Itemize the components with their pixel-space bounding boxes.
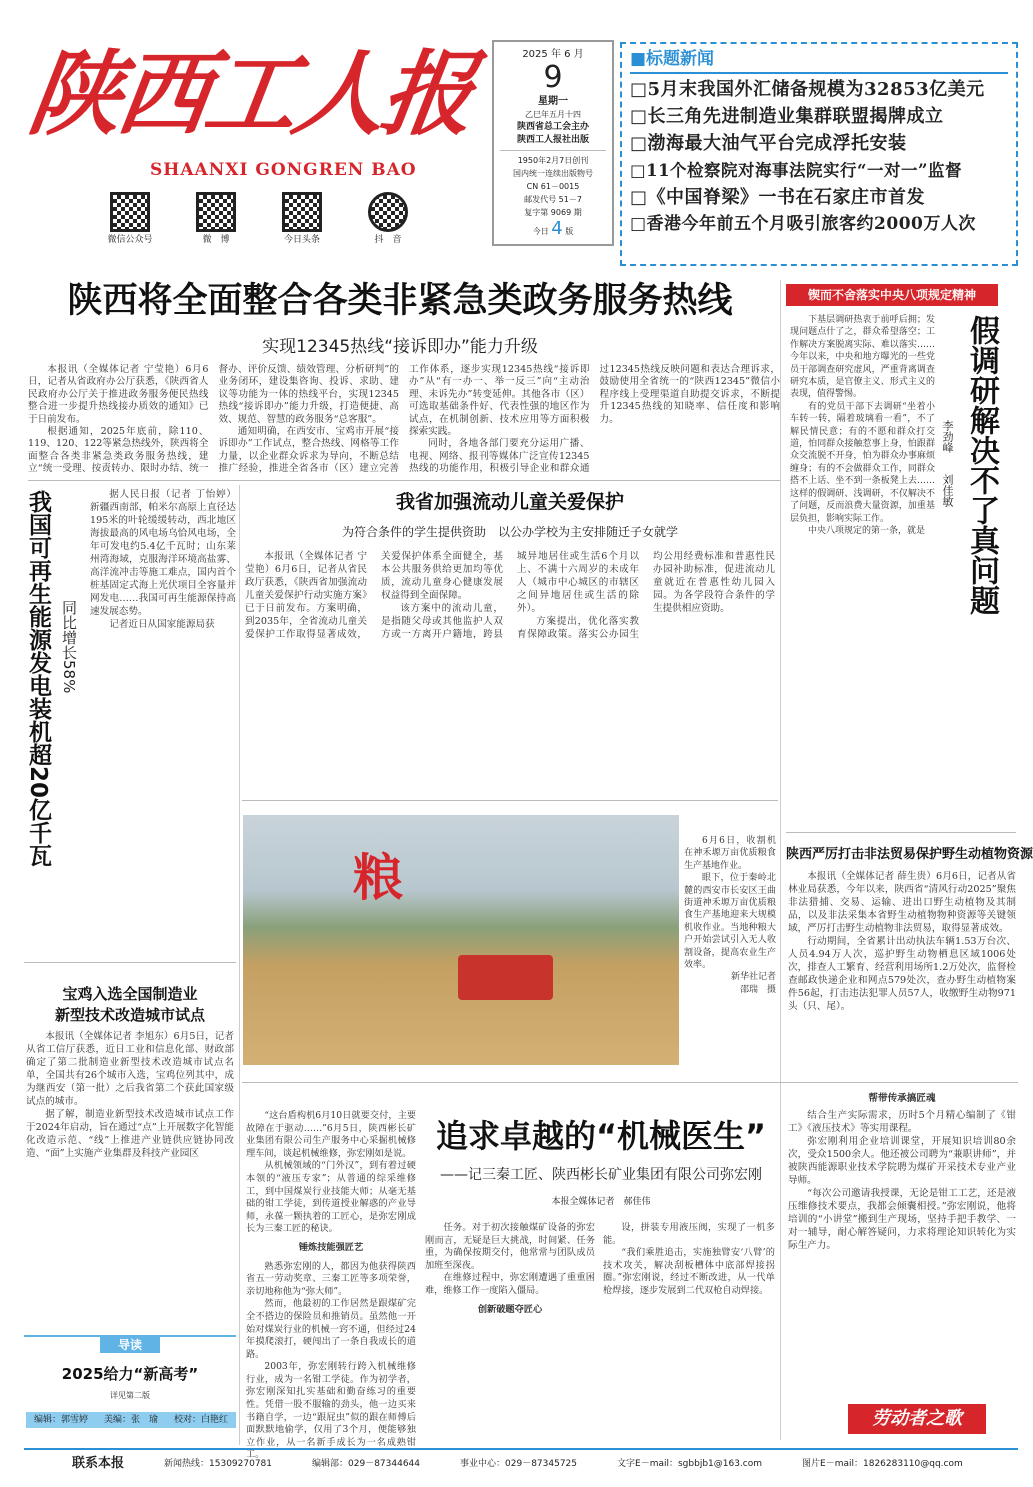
children-body bbox=[245, 550, 775, 770]
harvest-photo bbox=[243, 815, 679, 1065]
paragraph: 本报讯（全媒体记者 宁莹艳）6月6日，记者从省民政厅获悉，《陕西省加强流动儿童关爱保护行动实施方案》已于日前发布。方案明确，到2035年，全省流动儿童关爱保护工作取得显著成效，关爱保护体系全面健全，基本公共服务供给更加均等优质，流动儿童身心健康发展权益得到全面保障。 bbox=[245, 551, 503, 640]
photo-credit: 新华社记者 bbox=[730, 972, 776, 983]
paragraph: 中央八项规定的第一条，就是 bbox=[808, 525, 926, 536]
publisher: 陕西工人报社出版 bbox=[516, 135, 589, 145]
photo-email[interactable]: 图片E－mail：1826283110@qq.com bbox=[802, 1459, 963, 1469]
lead-body bbox=[28, 364, 780, 478]
editor-name: 编辑：郭雪婷 bbox=[33, 1415, 88, 1425]
wildlife-body bbox=[788, 870, 1016, 1070]
guide-box[interactable] bbox=[24, 1335, 236, 1401]
children-title: 我省加强流动儿童关爱保护 bbox=[395, 491, 624, 513]
column-divider bbox=[780, 280, 781, 1440]
renewable-body bbox=[90, 488, 236, 728]
headline-item[interactable]: □渤海最大油气平台完成浮托安装 bbox=[630, 133, 907, 154]
paragraph: 熟悉弥宏刚的人，都因为他获得陕西省五一劳动奖章、三秦工匠等多项荣誉，亲切地称他为“弥大师”。 bbox=[246, 1260, 416, 1297]
lunar-date: 乙巳年五月十四 bbox=[525, 110, 581, 119]
photo-sign: 粮 bbox=[353, 848, 403, 907]
qr-label: 微信公众号 bbox=[107, 235, 153, 245]
postcode: 邮发代号 51－7 bbox=[524, 195, 582, 204]
lead-headline: 陕西将全面整合各类非紧急类政务服务热线 bbox=[67, 281, 733, 321]
paragraph: 结合生产实际需求，历时5个月精心编制了《钳工》《液压技术》等实用课程。 bbox=[788, 1110, 1016, 1134]
editor-bar bbox=[26, 1412, 236, 1428]
paragraph: 弥宏刚利用企业培训课堂，开展知识培训80余次，受众1500余人。他还被公司聘为“兼职讲师”，并被陕西能源职业技术学院聘为煤矿开采技术专业产业导师。 bbox=[788, 1136, 1016, 1186]
feature-byline: 本报全媒体记者 郝佳伟 bbox=[551, 1197, 651, 1207]
qr-code-icon bbox=[282, 192, 322, 232]
paragraph: 该方案中的流动儿童，是指随父母或其他监护人双方或一方离开户籍地，跨县城异地居住或生活6个月以上、不满十六周岁的未成年人（城市中心城区的市辖区之间异地居住或生活的除外）。 bbox=[381, 551, 639, 640]
commentary-author: 李劲峰 bbox=[941, 420, 954, 453]
cn-number: CN 61－0015 bbox=[526, 182, 580, 191]
qr-douyin[interactable] bbox=[358, 192, 418, 245]
feature-right-body bbox=[603, 1222, 775, 1440]
section-heading: 帮带传承搞匠魂 bbox=[868, 1093, 936, 1104]
paragraph: 2003年，弥宏刚转行跨入机械维修行业，成为一名钳工学徒。作为初学者，弥宏刚深知扎实基础和勤奋练习的重要性。凭借一股不服输的劲头，他一边买来书籍自学，一边“跟屁虫”似的跟在师傅后面默默地偷学，仅用了3个月，便能够独立作业，从一名新手成长为一名成熟钳工。 bbox=[246, 1361, 416, 1461]
news-hotline: 新闻热线：15309270781 bbox=[164, 1459, 273, 1469]
paragraph: 根据通知，2025年底前，除110、119、120、122等紧急热线外，陕西将全面整合各类非紧急类政务服务热线，建立“统一受理、按责转办、限时办结、统一督办、评价反馈、绩效管理、分析研判”的业务闭环，建设集咨询、投诉、求助、建议等功能为一体的热线平台，实现12345热线“接诉即办”能力升级，打造便捷、高效、规范、智慧的政务服务“总客服”。 bbox=[28, 364, 399, 475]
section-banner: 锲而不舍落实中央八项规定精神 bbox=[786, 284, 998, 306]
commentary-author: 刘佳敏 bbox=[941, 474, 954, 507]
paragraph: 通知明确，在西安市、宝鸡市开展“接诉即办”工作试点，整合热线、网格等工作力量，以企业群众诉求为导向，不断总结推广经验，推进全省各市（区）建立完善工作体系，逐步实现12345热线“接诉即办”从“有一办一、举一反三”向“主动治理、未诉先办”转变延伸。其他各市（区）可选取基础条件好、代表性强的地区作为试点，在机制创新、技术应用等方面积极探索实践。 bbox=[218, 364, 590, 475]
headline-item[interactable]: □香港今年前五个月吸引旅客约2000万人次 bbox=[630, 214, 976, 234]
paragraph: 本报讯（全媒体记者 薛生贵）6月6日，记者从省林业局获悉，今年以来，陕西省“清风行动2025”聚焦非法猎捕、交易、运输、进出口野生动植物及其制品，以及非法采集本省野生动植物物种资源等关键领域，严厉打击野生动植物非法贸易，取得显著成效。 bbox=[788, 871, 1016, 934]
founded: 1950年2月7日创刊 bbox=[500, 150, 606, 167]
column-divider bbox=[239, 485, 240, 1445]
headline-item[interactable]: □《中国脊梁》一书在石家庄市首发 bbox=[630, 187, 926, 208]
paragraph: 6月6日，收割机在神禾塬万亩优质粮食生产基地作业。 bbox=[684, 836, 776, 871]
designer-name: 美编：张 瑜 bbox=[103, 1415, 158, 1425]
qr-toutiao[interactable] bbox=[272, 192, 332, 245]
editorial-phone: 编辑部：029－87344644 bbox=[312, 1459, 421, 1469]
paragraph: “这台盾构机6月10日就要交付，主要故障在于驱动……”6月5日，陕西彬长矿业集团有限公司生产服务中心采掘机械修理车间，谈起机械维修，弥宏刚如是说。 bbox=[246, 1110, 416, 1159]
headline-news-box bbox=[620, 42, 1018, 266]
feature-far-body bbox=[788, 1092, 1016, 1392]
commentary-title: 假调研解决不了真问题 bbox=[964, 315, 999, 615]
feature-mid-body bbox=[425, 1222, 595, 1440]
lead-subtitle: 实现12345热线“接诉即办”能力升级 bbox=[262, 337, 538, 357]
column-badge: 劳动者之歌 bbox=[848, 1404, 986, 1434]
feature-title: 追求卓越的“机械医生” bbox=[435, 1117, 767, 1155]
headline-item[interactable]: □长三角先进制造业集群联盟揭牌成立 bbox=[630, 106, 944, 127]
divider bbox=[786, 832, 1016, 833]
paragraph: 在维修过程中，弥宏刚遭遇了重重困难，维修工作一度陷入僵局。 bbox=[425, 1272, 595, 1296]
guide-title: 2025给力“新高考” bbox=[61, 1365, 199, 1383]
qr-codes bbox=[100, 192, 418, 245]
baoji-body bbox=[26, 1030, 234, 1320]
photo-credit: 邵瑞 摄 bbox=[739, 984, 776, 995]
paragraph: 设，拼装专用液压阀，实现了一机多能。 bbox=[603, 1222, 775, 1246]
year-month: 2025 年 6 月 bbox=[522, 49, 584, 60]
day: 9 bbox=[543, 60, 563, 95]
proofreader-name: 校对：白艳红 bbox=[173, 1415, 228, 1425]
qr-code-icon bbox=[110, 192, 150, 232]
commentary-body-top bbox=[790, 314, 935, 534]
footer bbox=[24, 1448, 1018, 1478]
guide-see-page: 详见第二版 bbox=[110, 1391, 150, 1400]
headline-news-title: ■标题新闻 bbox=[630, 48, 1008, 74]
qr-code-icon bbox=[368, 192, 408, 232]
divider bbox=[242, 1082, 1018, 1083]
paragraph: “每次公司邀请我授课，无论是钳工工艺，还是液压维修技术要点，我都会倾囊相授。”弥宏刚说，他将培训的“小讲堂”搬到生产现场，坚持手把手教学、一对一辅导，耐心解答疑问，力求将理论知识转化为实际生产力。 bbox=[788, 1188, 1016, 1251]
pages-prefix: 今日 bbox=[532, 227, 549, 236]
title-line: 宝鸡入选全国制造业 bbox=[62, 985, 198, 1003]
paragraph: 从机械领域的“门外汉”，到有着过硬本领的“液压专家”；从普通的综采维修工，到中国煤炭行业技能大师；从毫无基础的钳工学徒，到传道授业解惑的产业导师，永葆一颗执着的工匠心，是弥宏刚成长为三秦工匠的秘诀。 bbox=[246, 1160, 416, 1235]
pages-suffix: 版 bbox=[565, 227, 574, 236]
section-heading: 创新破题夺匠心 bbox=[477, 1303, 543, 1315]
feature-left-body bbox=[246, 1110, 416, 1461]
divider bbox=[242, 800, 778, 801]
feature-subtitle: ——记三秦工匠、陕西彬长矿业集团有限公司弥宏刚 bbox=[440, 1167, 762, 1183]
paragraph: 本报讯（全媒体记者 宁莹艳）6月6日，记者从省政府办公厅获悉，《陕西省人民政府办公厅关于推进政务服务便民热线整合进一步提升热线接办质效的通知》已于日前发布。 bbox=[28, 364, 209, 425]
wildlife-title: 陕西严厉打击非法贸易保护野生动植物资源 bbox=[786, 847, 1033, 862]
qr-label: 微 博 bbox=[202, 235, 230, 245]
newspaper-logo: 陕西工人报 bbox=[22, 40, 478, 148]
sponsor: 陕西省总工会主办 bbox=[516, 122, 589, 132]
logo-english: SHAANXI GONGREN BAO bbox=[150, 160, 417, 180]
guide-label: 导读 bbox=[100, 1337, 160, 1353]
qr-weibo[interactable] bbox=[186, 192, 246, 245]
page-count: 4 bbox=[551, 218, 563, 239]
qr-code-icon bbox=[196, 192, 236, 232]
paragraph: 记者近日从国家能源局获 bbox=[109, 619, 215, 630]
headline-item[interactable]: □5月末我国外汇储备规模为32853亿美元 bbox=[630, 79, 985, 100]
paragraph: 方案提出，优化落实教育保障政策。落实公办园生均公用经费标准和普惠性民办园补助标准，促进流动儿童就近在普惠性幼儿园入园。为各学段符合条件的学生提供相应资助。 bbox=[517, 551, 775, 640]
renewable-title: 我国可再生能源发电装机超20亿千瓦 bbox=[25, 490, 51, 868]
paragraph: 有的党员干部下去调研“坐着小车转一转，隔着玻璃看一看”，不了解民情民意；有的不愿和群众打交道，怕同群众接触惹事上身，怕跟群众交流脱不开身，怕为群众办事麻烦缠身；有的不会做群众工作，同群众搭不上话、坐不到一条板凳上去……这样的假调研、浅调研，不仅解决不了问题，反而浪费大量资源，加重基层负担，影响实际工作。 bbox=[790, 401, 935, 524]
children-subtitle: 为符合条件的学生提供资助 以公办学校为主安排随迁子女就学 bbox=[341, 525, 678, 539]
paragraph: 行动期间，全省累计出动执法车辆1.53万台次、人员4.94万人次，巡护野生动物栖息区域1006处次，排查人工繁育、经营利用场所1.2万处次，监督检查邮政快递企业和网点579处次，查办野生动植物案件56起，打击违法犯罪人员57人，收缴野生动物971头（只、尾）。 bbox=[788, 936, 1016, 1012]
paragraph: 任务。对于初次接触煤矿设备的弥宏刚而言，无疑是巨大挑战，时间紧、任务重，为确保按期交付，他常常与团队成员加班至深夜。 bbox=[425, 1222, 595, 1271]
title-line: 新型技术改造城市试点 bbox=[54, 1006, 205, 1024]
paragraph: 下基层调研热衷于前呼后拥；发现问题点什了之，群众希望落空；工作解决方案脱离实际、难以落实……今年以来，中央和地方曝光的一些党员干部调查研究虚风，严重背离调查研究本质，是官僚主义、形式主义的表现，值得警惕。 bbox=[790, 315, 935, 400]
serial-label: 国内统一连续出版物号 bbox=[513, 169, 593, 178]
baoji-title bbox=[24, 984, 236, 1026]
section-heading: 锤炼技能强匠艺 bbox=[298, 1241, 364, 1253]
text-email[interactable]: 文字E－mail：sgbbjb1@163.com bbox=[617, 1459, 763, 1469]
qr-label: 今日头条 bbox=[283, 235, 320, 245]
date-box bbox=[492, 40, 614, 246]
footer-label: 联系本报 bbox=[72, 1456, 125, 1471]
paragraph: 眼下，位于秦岭北麓的西安市长安区王曲街道神禾塬万亩优质粮食生产基地迎来大规模机收作业。当地种粮大户开始尝试引入无人收割设备，提高农业生产效率。 bbox=[684, 873, 776, 971]
weekday: 星期一 bbox=[538, 96, 568, 107]
issue-number: 复字第 9069 期 bbox=[524, 208, 582, 217]
divider bbox=[24, 962, 236, 963]
paragraph: “我们乘胜追击，实施独臂安‘八臂’的技术攻关，解决刮板槽体中底部焊接拐圈。”弥宏刚说，经过不断改进，从一代单枪焊接，逐步发展到二代双枪自动焊接。 bbox=[603, 1247, 775, 1296]
paragraph: 本报讯（全媒体记者 李旭东）6月5日，记者从省工信厅获悉，近日工业和信息化部、财政部确定了第二批制造业新型技术改造城市试点名单，全国共有26个城市入选，宝鸡位列其中，成为继西安（第一批）之后我省第二个获此国家级试点的城市。 bbox=[26, 1031, 234, 1107]
paragraph: 同时，各地各部门要充分运用广播、电视、网络、报刊等媒体广泛宣传12345热线的功能作用，积极引导企业和群众通过12345热线反映问题和表达合理诉求，鼓励使用全省统一的“陕西12345”微信小程序线上受理渠道自助提交诉求，不断提升12345热线的知晓率、信任度和影响力。 bbox=[409, 364, 780, 475]
harvester-shape bbox=[458, 955, 553, 1000]
qr-wechat[interactable] bbox=[100, 192, 160, 245]
headline-item[interactable]: □11个检察院对海事法院实行“一对一”监督 bbox=[630, 161, 963, 180]
divider bbox=[28, 480, 780, 481]
paragraph: 据人民日报（记者 丁怡婷）新疆西南部，帕米尔高原上直径达195米的叶轮缓缓转动，西北地区海拔最高的风电场乌恰风电场，全年可发电约5.4亿千瓦时；山东莱州湾海域，克服海洋环境高盐雾、高洋流冲击等施工难点，国内首个桩基固定式海上光伏项目全容量并网发电……我国可再生能源保持高速发展态势。 bbox=[90, 489, 236, 617]
paragraph: 据了解，制造业新型技术改造城市试点工作于2024年启动，旨在通过“点”上开展数字化智能化改造示范、“线”上推进产业链供应链协同改造、“面”上实施产业集群及科技产业园区 bbox=[26, 1109, 234, 1159]
qr-label: 抖 音 bbox=[374, 235, 402, 245]
business-phone: 事业中心：029－87345725 bbox=[460, 1459, 578, 1469]
renewable-subtitle: 同比增长58% bbox=[60, 600, 78, 694]
photo-caption bbox=[684, 835, 776, 996]
paragraph: 然而，他最初的工作居然是跟煤矿完全不搭边的保险员和推销员。虽然他一开始对煤炭行业的机械一窍不通，但经过24年摸爬滚打，硬闯出了一条自我成长的道路。 bbox=[246, 1298, 416, 1360]
